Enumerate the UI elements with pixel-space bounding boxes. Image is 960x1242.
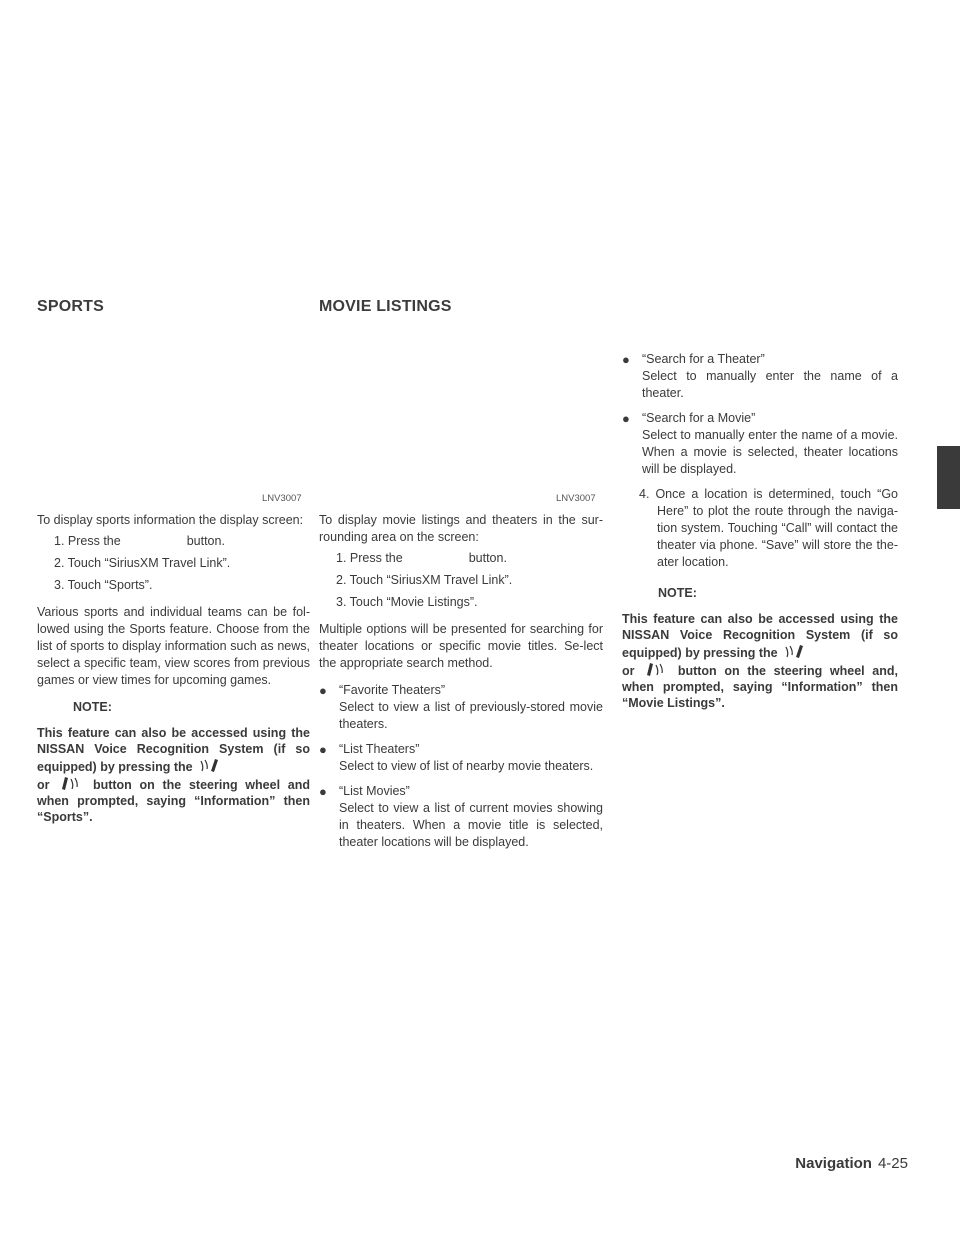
voice-recognition-alt-icon	[644, 661, 668, 677]
bullet-favorite-theaters	[319, 682, 603, 733]
note-text: This feature can also be accessed using the NISSAN Voice Recognition System (if so equipped) by pressing the	[622, 612, 898, 660]
note-text: or	[622, 664, 635, 678]
sports-step-2: 2. Touch “SiriusXM Travel Link”.	[54, 556, 231, 570]
bullet-title: “List Movies”	[339, 784, 410, 798]
voice-recognition-alt-icon	[59, 775, 83, 791]
bullet-desc: Select to view a list of previously-stored movie theaters.	[339, 700, 603, 731]
voice-recognition-icon	[198, 757, 222, 773]
bullet-desc: Select to view a list of current movies showing in theaters. When a movie title is selected, theater locations will be displayed.	[339, 801, 603, 849]
movie-listings-title: MOVIE LISTINGS	[319, 298, 452, 315]
bullet-text	[339, 682, 603, 733]
sports-intro: To display sports information the display screen:	[37, 513, 304, 527]
sports-column	[37, 512, 310, 825]
bullet-search-theater	[622, 351, 898, 402]
sports-title: SPORTS	[37, 298, 104, 315]
bullet-title: “List Theaters”	[339, 742, 420, 756]
movies-step-1	[319, 550, 603, 567]
sports-body: Various sports and individual teams can be fol-lowed using the Sports feature. Choose from the list of sports to display information such as news, select a specific team, view scores from previous games or view times for upcoming games.	[37, 605, 310, 687]
bullet-dot: ●	[622, 411, 630, 426]
movies-figure-code: LNV3007	[556, 493, 596, 504]
bullet-search-movie	[622, 410, 898, 478]
bullet-title: “Favorite Theaters”	[339, 683, 446, 697]
note-text: button on the steering wheel and, when prompted, saying “Information” then “Movie Listings”.	[622, 664, 898, 710]
bullet-dot: ●	[319, 683, 327, 698]
bullet-title: “Search for a Theater”	[642, 352, 765, 366]
page-footer	[795, 1155, 908, 1172]
movies-step-3: 3. Touch “Movie Listings”.	[336, 595, 478, 609]
movies-column	[319, 512, 603, 859]
bullet-desc: Select to manually enter the name of a movie. When a movie is selected, theater locations will be displayed.	[642, 428, 898, 476]
note-text: This feature can also be accessed using the NISSAN Voice Recognition System (if so equipped) by pressing the	[37, 726, 310, 774]
bullet-text	[642, 351, 898, 402]
bullet-dot: ●	[319, 784, 327, 799]
sports-step-3: 3. Touch “Sports”.	[54, 578, 153, 592]
step-text: button.	[468, 551, 507, 565]
page-number: 4-25	[877, 1155, 908, 1172]
sports-step-1	[37, 533, 310, 550]
movies-note-label: NOTE:	[658, 586, 697, 600]
note-text: or	[37, 778, 50, 792]
right-column	[622, 351, 898, 711]
bullet-text	[642, 410, 898, 478]
step-text: 1. Press the	[336, 551, 403, 565]
bullet-dot: ●	[622, 352, 630, 367]
step-text: button.	[186, 534, 225, 548]
sports-figure-code: LNV3007	[262, 493, 302, 504]
voice-recognition-icon	[783, 643, 807, 659]
bullet-desc: Select to view of list of nearby movie theaters.	[339, 759, 594, 773]
sports-note-label: NOTE:	[73, 700, 112, 714]
sports-note	[37, 725, 310, 825]
movies-step-4: 4. Once a location is determined, touch “Go Here” to plot the route through the naviga-tion system. Touching “Call” will contact the theater via phone. “Save” will store the the-ater location.	[639, 487, 898, 569]
bullet-desc: Select to manually enter the name of a theater.	[642, 369, 898, 400]
movies-note	[622, 611, 898, 711]
movies-intro: To display movie listings and theaters in the sur-rounding area on the screen:	[319, 513, 603, 544]
bullet-text	[339, 783, 603, 851]
bullet-title: “Search for a Movie”	[642, 411, 756, 425]
step-text: 1. Press the	[54, 534, 121, 548]
chapter-thumb-tab	[937, 446, 960, 509]
bullet-text	[339, 741, 603, 775]
note-text: button on the steering wheel and when prompted, saying “Information” then “Sports”.	[37, 778, 310, 824]
bullet-list-theaters	[319, 741, 603, 775]
movies-body: Multiple options will be presented for searching for theater locations or specific movie titles. Se-lect the appropriate search method.	[319, 622, 603, 670]
movies-step-2: 2. Touch “SiriusXM Travel Link”.	[336, 573, 513, 587]
bullet-list-movies	[319, 783, 603, 851]
footer-section: Navigation	[795, 1155, 872, 1172]
bullet-dot: ●	[319, 742, 327, 757]
